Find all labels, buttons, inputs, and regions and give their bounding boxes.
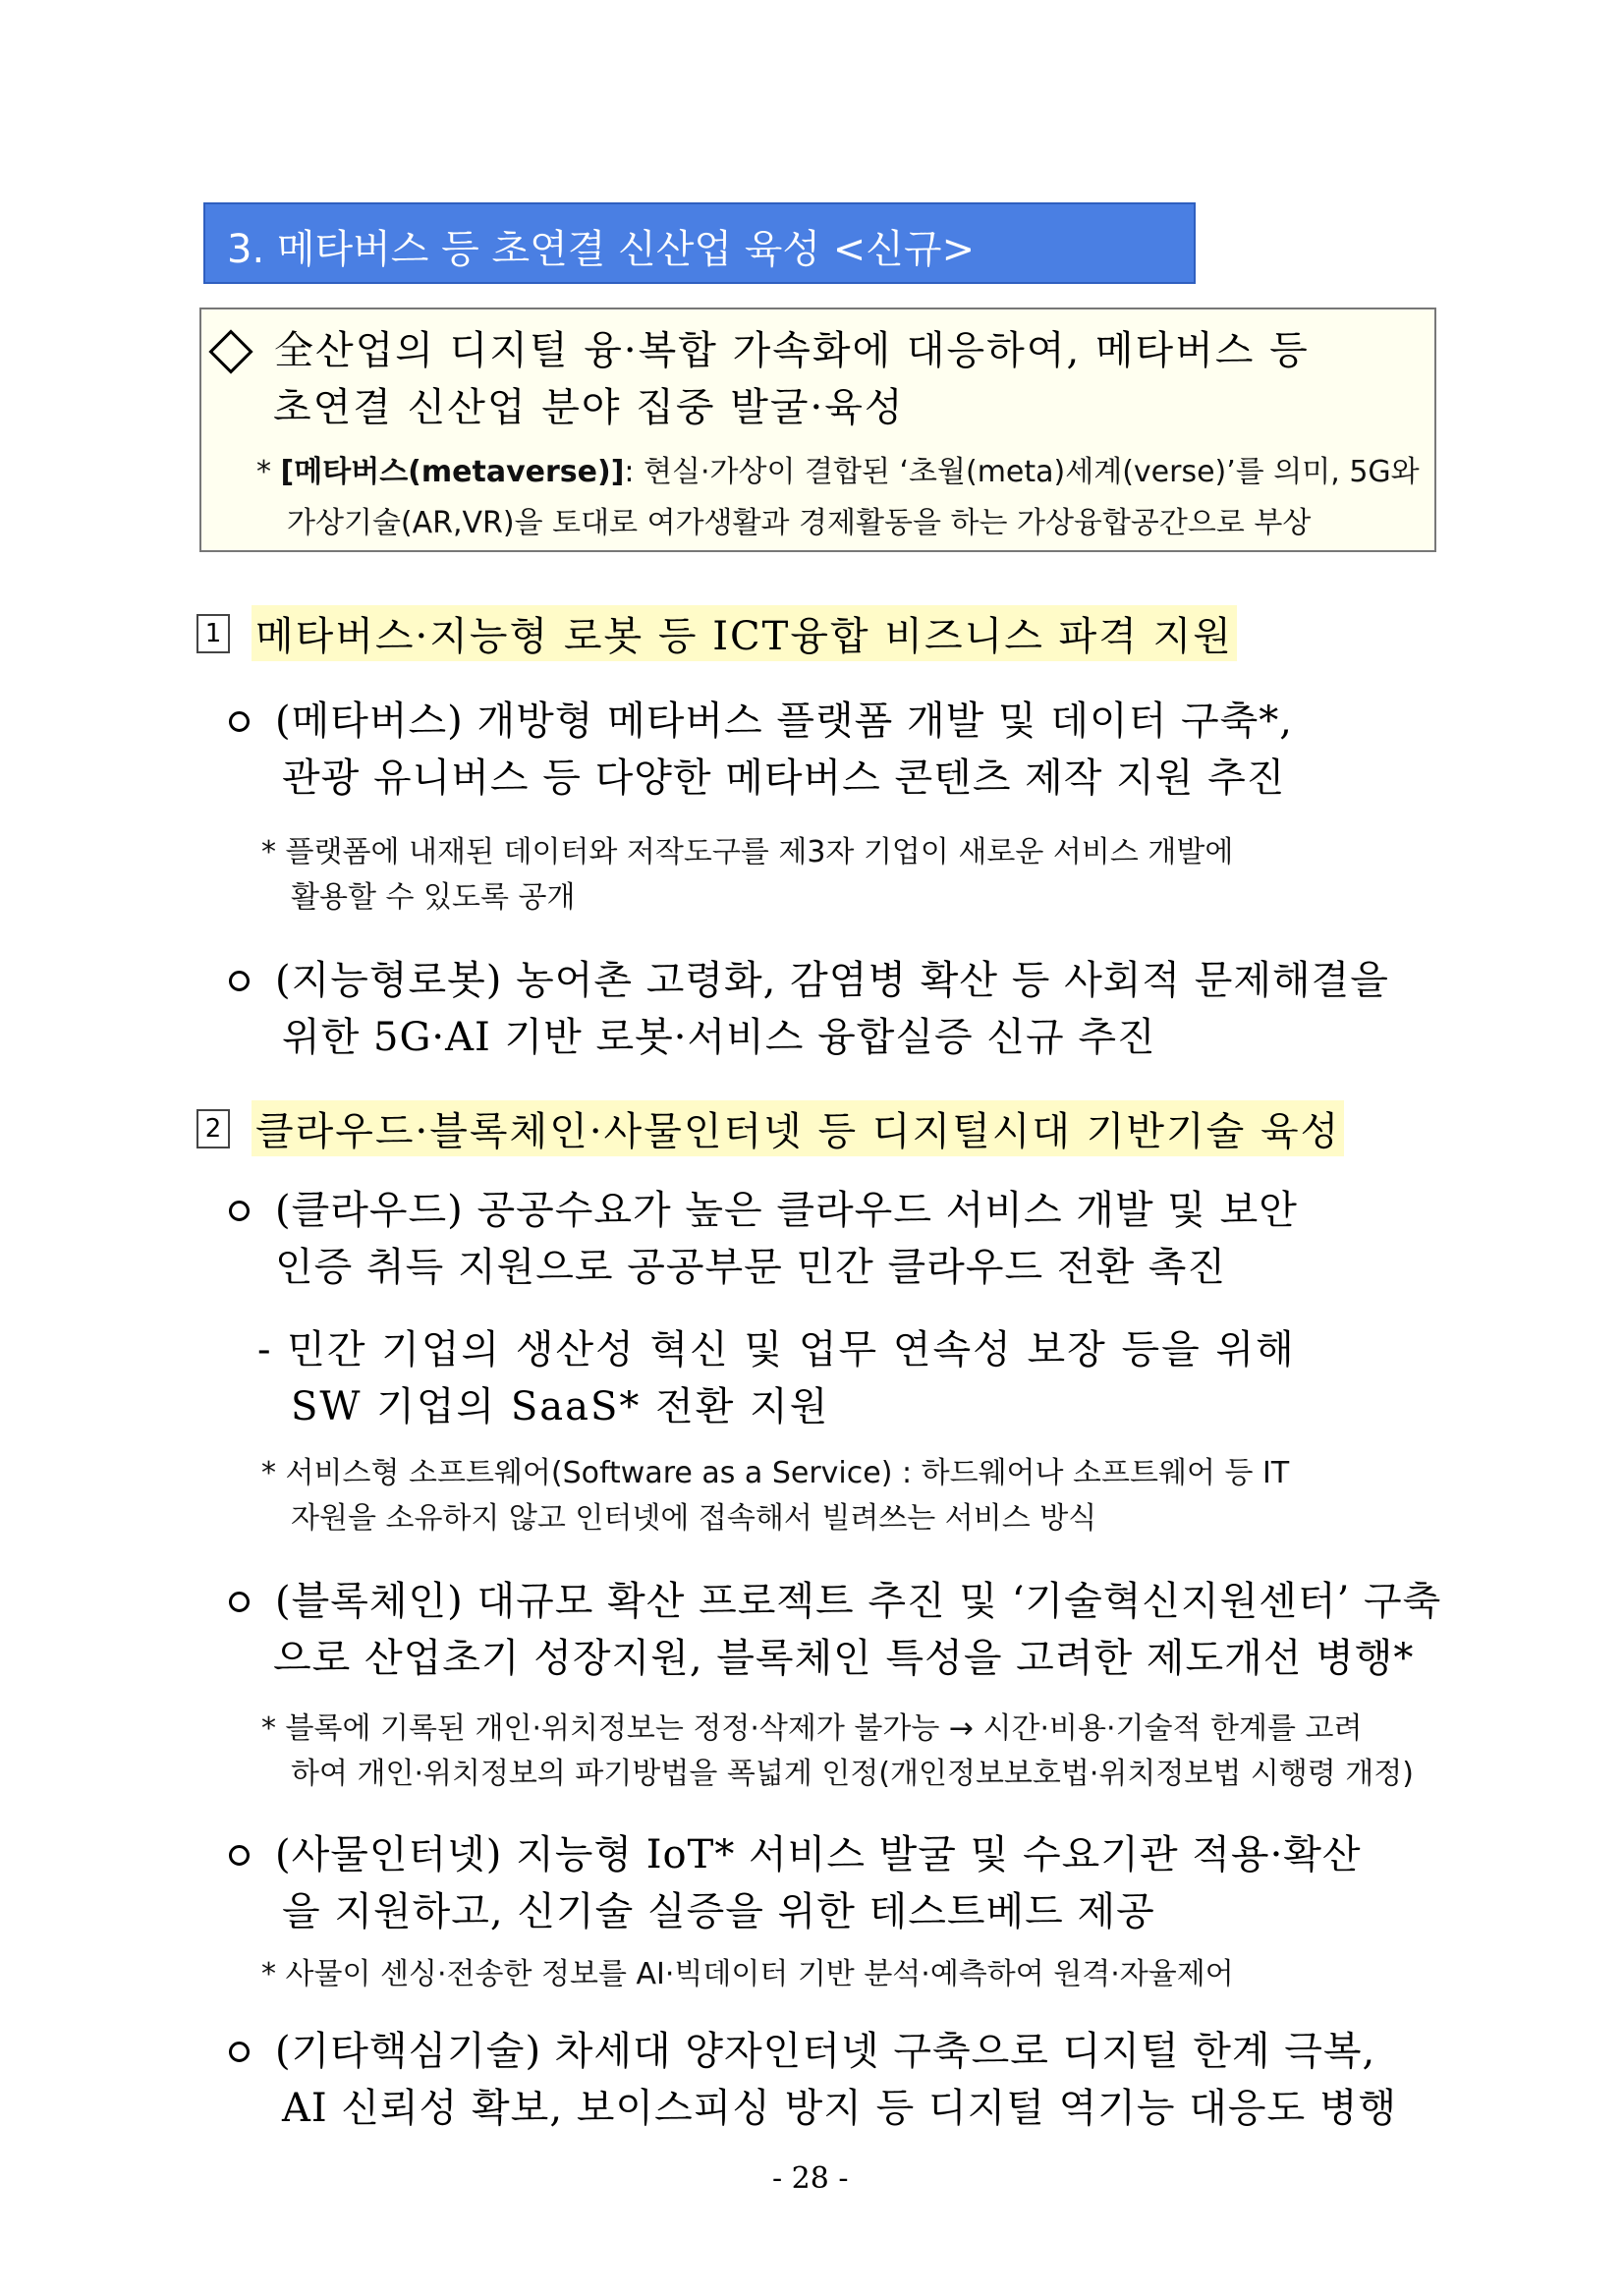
bullet-circle-icon — [229, 711, 250, 732]
bullet-continuation: 관광 유니버스 등 다양한 메타버스 콘텐츠 제작 지원 추진 — [282, 756, 1286, 801]
bullet-item — [221, 1570, 1441, 1626]
bullet-circle-icon — [229, 971, 250, 991]
section-title: 3. 메타버스 등 초연결 신산업 육성 <신규> — [227, 227, 976, 272]
section-heading-text: 클라우드·블록체인·사물인터넷 등 디지털시대 기반기술 육성 — [252, 1100, 1344, 1156]
bullet-continuation: 위한 5G·AI 기반 로봇·서비스 융합실증 신규 추진 — [282, 1015, 1156, 1060]
footnote-line: 자원을 소유하지 않고 인터넷에 접속해서 빌려쓰는 서비스 방식 — [291, 1501, 1097, 1536]
footnote-line: * 블록에 기록된 개인·위치정보는 정정·삭제가 불가능 → 시간·비용·기술적 한계를 고려 — [261, 1711, 1363, 1746]
section-heading-1 — [196, 605, 1237, 661]
summary-line-1 — [201, 319, 1310, 375]
diamond-icon — [208, 329, 252, 373]
sub-item-continuation: SW 기업의 SaaS* 전환 지원 — [291, 1384, 830, 1429]
footnote-line: 하여 개인·위치정보의 파기방법을 폭넓게 인정(개인정보보호법·위치정보법 시행령 개정) — [291, 1757, 1414, 1791]
summary-line-2: 초연결 신산업 분야 집중 발굴·육성 — [273, 385, 905, 430]
bullet-continuation: 인증 취득 지원으로 공공부문 민간 클라우드 전환 촉진 — [275, 1245, 1227, 1290]
bullet-item — [221, 690, 1293, 746]
bullet-continuation: AI 신뢰성 확보, 보이스피싱 방지 등 디지털 역기능 대응도 병행 — [282, 2086, 1398, 2131]
bullet-text: (클라우드) 공공수요가 높은 클라우드 서비스 개발 및 보안 — [275, 1188, 1298, 1233]
note-rest: : 현실·가상이 결합된 ‘초월(meta)세계(verse)’를 의미, 5G와 — [624, 455, 1420, 489]
section-number-box: 1 — [196, 614, 230, 653]
section-title-box — [203, 202, 1196, 284]
bullet-circle-icon — [229, 2042, 250, 2062]
section-heading-2 — [196, 1100, 1344, 1156]
bullet-text: (사물인터넷) 지능형 IoT* 서비스 발굴 및 수요기관 적용·확산 — [275, 1832, 1362, 1877]
bullet-item — [221, 949, 1389, 1005]
bullet-continuation: 을 지원하고, 신기술 실증을 위한 테스트베드 제공 — [282, 1889, 1155, 1934]
bullet-item — [221, 2020, 1375, 2076]
bullet-text: (블록체인) 대규모 확산 프로젝트 추진 및 ‘기술혁신지원센터’ 구축 — [275, 1579, 1442, 1624]
bullet-circle-icon — [229, 1592, 250, 1612]
summary-box — [199, 308, 1436, 552]
footnote-line: * 플랫폼에 내재된 데이터와 저작도구를 제3자 기업이 새로운 서비스 개발에 — [261, 835, 1234, 869]
bullet-text: (기타핵심기술) 차세대 양자인터넷 구축으로 디지털 한계 극복, — [275, 2029, 1376, 2074]
sub-item: - 민간 기업의 생산성 혁신 및 업무 연속성 보장 등을 위해 — [257, 1327, 1296, 1372]
bullet-item — [221, 1179, 1298, 1235]
bullet-item — [221, 1823, 1362, 1879]
section-number-box: 2 — [196, 1109, 230, 1148]
footnote-line: 활용할 수 있도록 공개 — [291, 880, 576, 915]
bullet-text: (지능형로봇) 농어촌 고령화, 감염병 확산 등 사회적 문제해결을 — [275, 958, 1389, 1003]
bullet-circle-icon — [229, 1201, 250, 1221]
bullet-circle-icon — [229, 1845, 250, 1866]
footnote-line: * 사물이 센싱·전송한 정보를 AI·빅데이터 기반 분석·예측하여 원격·자율제어 — [261, 1957, 1234, 1991]
note-star: * — [256, 455, 271, 489]
summary-note-line-1 — [256, 447, 1420, 490]
section-heading-text: 메타버스·지능형 로봇 등 ICT융합 비즈니스 파격 지원 — [252, 605, 1237, 661]
bullet-text: (메타버스) 개방형 메타버스 플랫폼 개발 및 데이터 구축*, — [275, 699, 1294, 744]
page-number: - 28 - — [772, 2161, 849, 2196]
note-term: [메타버스(metaverse)] — [280, 455, 625, 489]
summary-text-1: 全산업의 디지털 융·복합 가속화에 대응하여, 메타버스 등 — [274, 328, 1310, 373]
bullet-continuation: 으로 산업초기 성장지원, 블록체인 특성을 고려한 제도개선 병행* — [273, 1636, 1415, 1681]
footnote-line: * 서비스형 소프트웨어(Software as a Service) : 하드웨어나 소프트웨어 등 IT — [261, 1456, 1290, 1490]
summary-note-line-2: 가상기술(AR,VR)을 토대로 여가생활과 경제활동을 하는 가상융합공간으로 부상 — [287, 506, 1312, 540]
